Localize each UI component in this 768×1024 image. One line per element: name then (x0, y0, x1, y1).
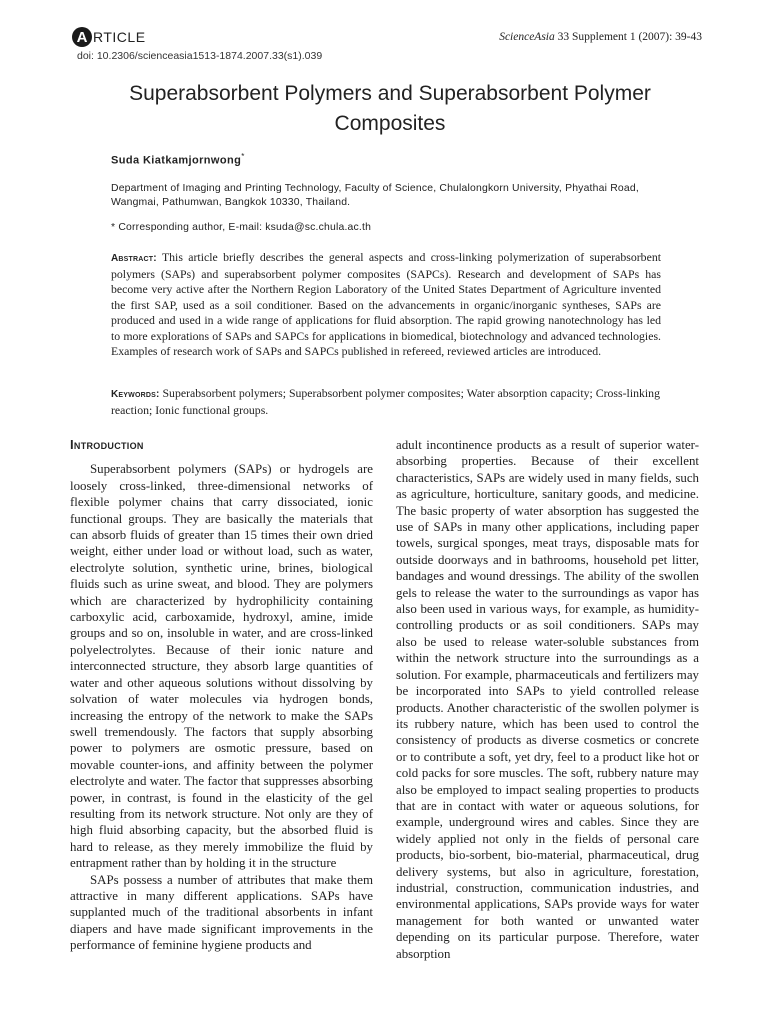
doi[interactable]: doi: 10.2306/scienceasia1513-1874.2007.33(s1).039 (77, 50, 323, 62)
journal-reference (499, 31, 702, 43)
body-paragraph: SAPs possess a number of attributes that make them attractive in many different applications. SAPs have supplanted much of the traditional absorbents in infant diapers and have made significant improvements in the performance of feminine hygiene products and (70, 872, 373, 953)
body-column-right (396, 437, 699, 962)
article-badge (72, 27, 146, 47)
paper-title: Superabsorbent Polymers and Superabsorbent Polymer Composites (129, 82, 651, 135)
corresponding-author: * Corresponding author, E-mail: ksuda@sc.chula.ac.th (111, 222, 372, 233)
keywords-text: Superabsorbent polymers; Superabsorbent polymer composites; Water absorption capacity; Cross-linking reaction; Ionic functional groups. (111, 386, 660, 417)
body-column-left (70, 437, 373, 954)
journal-citation: 33 Supplement 1 (2007): 39-43 (557, 31, 702, 43)
article-badge-letter: A (72, 27, 92, 47)
abstract (111, 250, 661, 360)
author-name: Suda Kiatkamjornwong (111, 154, 242, 167)
keywords-label: Keywords: (111, 389, 160, 400)
keywords (111, 386, 661, 418)
section-heading-introduction: Introduction (70, 437, 144, 452)
author (111, 152, 245, 167)
author-marker: * (241, 152, 245, 161)
affiliation: Department of Imaging and Printing Technology, Faculty of Science, Chulalongkorn University, Phyathai Road, Wangmai, Pathumwan, Bangkok 10330, Thailand. (111, 183, 639, 208)
abstract-label: Abstract: (111, 253, 157, 264)
article-badge-word: RTICLE (93, 29, 146, 45)
journal-name: ScienceAsia (499, 31, 555, 43)
abstract-text: This article briefly describes the general aspects and cross-linking polymerization of superabsorbent polymers (SAPs) and superabsorbent polymer composites (SAPCs). Research and development of SAPs has become very active after the Northern Region Laboratory of the United States Department of Agriculture invented the first SAP, used as a soil conditioner. Based on the advancements in organic/inorganic syntheses, SAPs are produced and used in a wide range of applications for fluid absorption. The rapid growing nanotechnology has led to more explorations of SAPs and SAPCs for applications in biomedical, biotechnology and advanced technologies. Examples of research work of SAPs and SAPCs published in refereed, reviewed articles are introduced. (111, 250, 661, 358)
body-paragraph: adult incontinence products as a result of superior water-absorbing properties. Because of their excellent characteristics, SAPs are widely used in many fields, such as agriculture, horticulture, sanitary goods, and medicine. The basic property of water absorption has suggested the use of SAPs in many other applications, including paper towels, surgical sponges, meat trays, disposable mats for outside doorways and in bathrooms, household pet litter, bandages and wound dressings. The ability of the swollen gels to release the water to the surroundings as vapor has also been used in various ways, for example, as humidity-controlling products or as soil conditioners. SAPs may also be used to release water-soluble substances from within the network structure into the surroundings as a solution. For example, pharmaceuticals and fertilizers may be incorporated into SAPs to yield controlled release products. Another characteristic of the swollen polymer is its rubbery nature, which has been used to control the consistency of products as diverse cosmetics or concrete or to contribute a soft, yet dry, feel to a product like hot or cold packs for sore muscles. The soft, rubbery nature may also be employed to impact sealing properties to products that are in contact with water or aqueous solutions, for example, underground wires and cables. Since they are widely applied not only in the fields of personal care products, bio-sorbent, bio-material, pharmaceutical, drug delivery systems, but also in agriculture, forestation, industrial, construction, communication industries, and environmental applications, SAPs provide ways for water management for both wanted or unwanted water depending on its particular purpose. Therefore, water absorption (396, 438, 699, 961)
body-paragraph: Superabsorbent polymers (SAPs) or hydrogels are loosely cross-linked, three-dimensional networks of flexible polymer chains that carry dissociated, ionic functional groups. They are basically the materials that can absorb fluids of greater than 15 times their own dried weight, either under load or without load, such as water, electrolyte solution, synthetic urine, brines, biological fluids such as urine sweat, and blood. They are polymers which are characterized by hydrophilicity containing carboxylic acid, carboxamide, hydroxyl, amine, imide groups and so on, insoluble in water, and are cross-linked polyelectrolytes. Because of their ionic nature and interconnected structure, they absorb large quantities of water and other aqueous solutions without dissolving by solvation of water molecules via hydrogen bonds, increasing the entropy of the network to make the SAPs swell tremendously. The factors that supply absorbing power to polymers are osmotic pressure, based on movable counter-ions, and affinity between the polymer electrolyte and water. The factor that suppresses absorbing power, in contrast, is found in the elasticity of the gel resulting from its network structure. Not only are they of high fluid absorbing capacity, but the absorbed fluid is hard to release, as they merely immobilize the fluid by entrapment rather than by holding it in the structure (70, 462, 373, 871)
